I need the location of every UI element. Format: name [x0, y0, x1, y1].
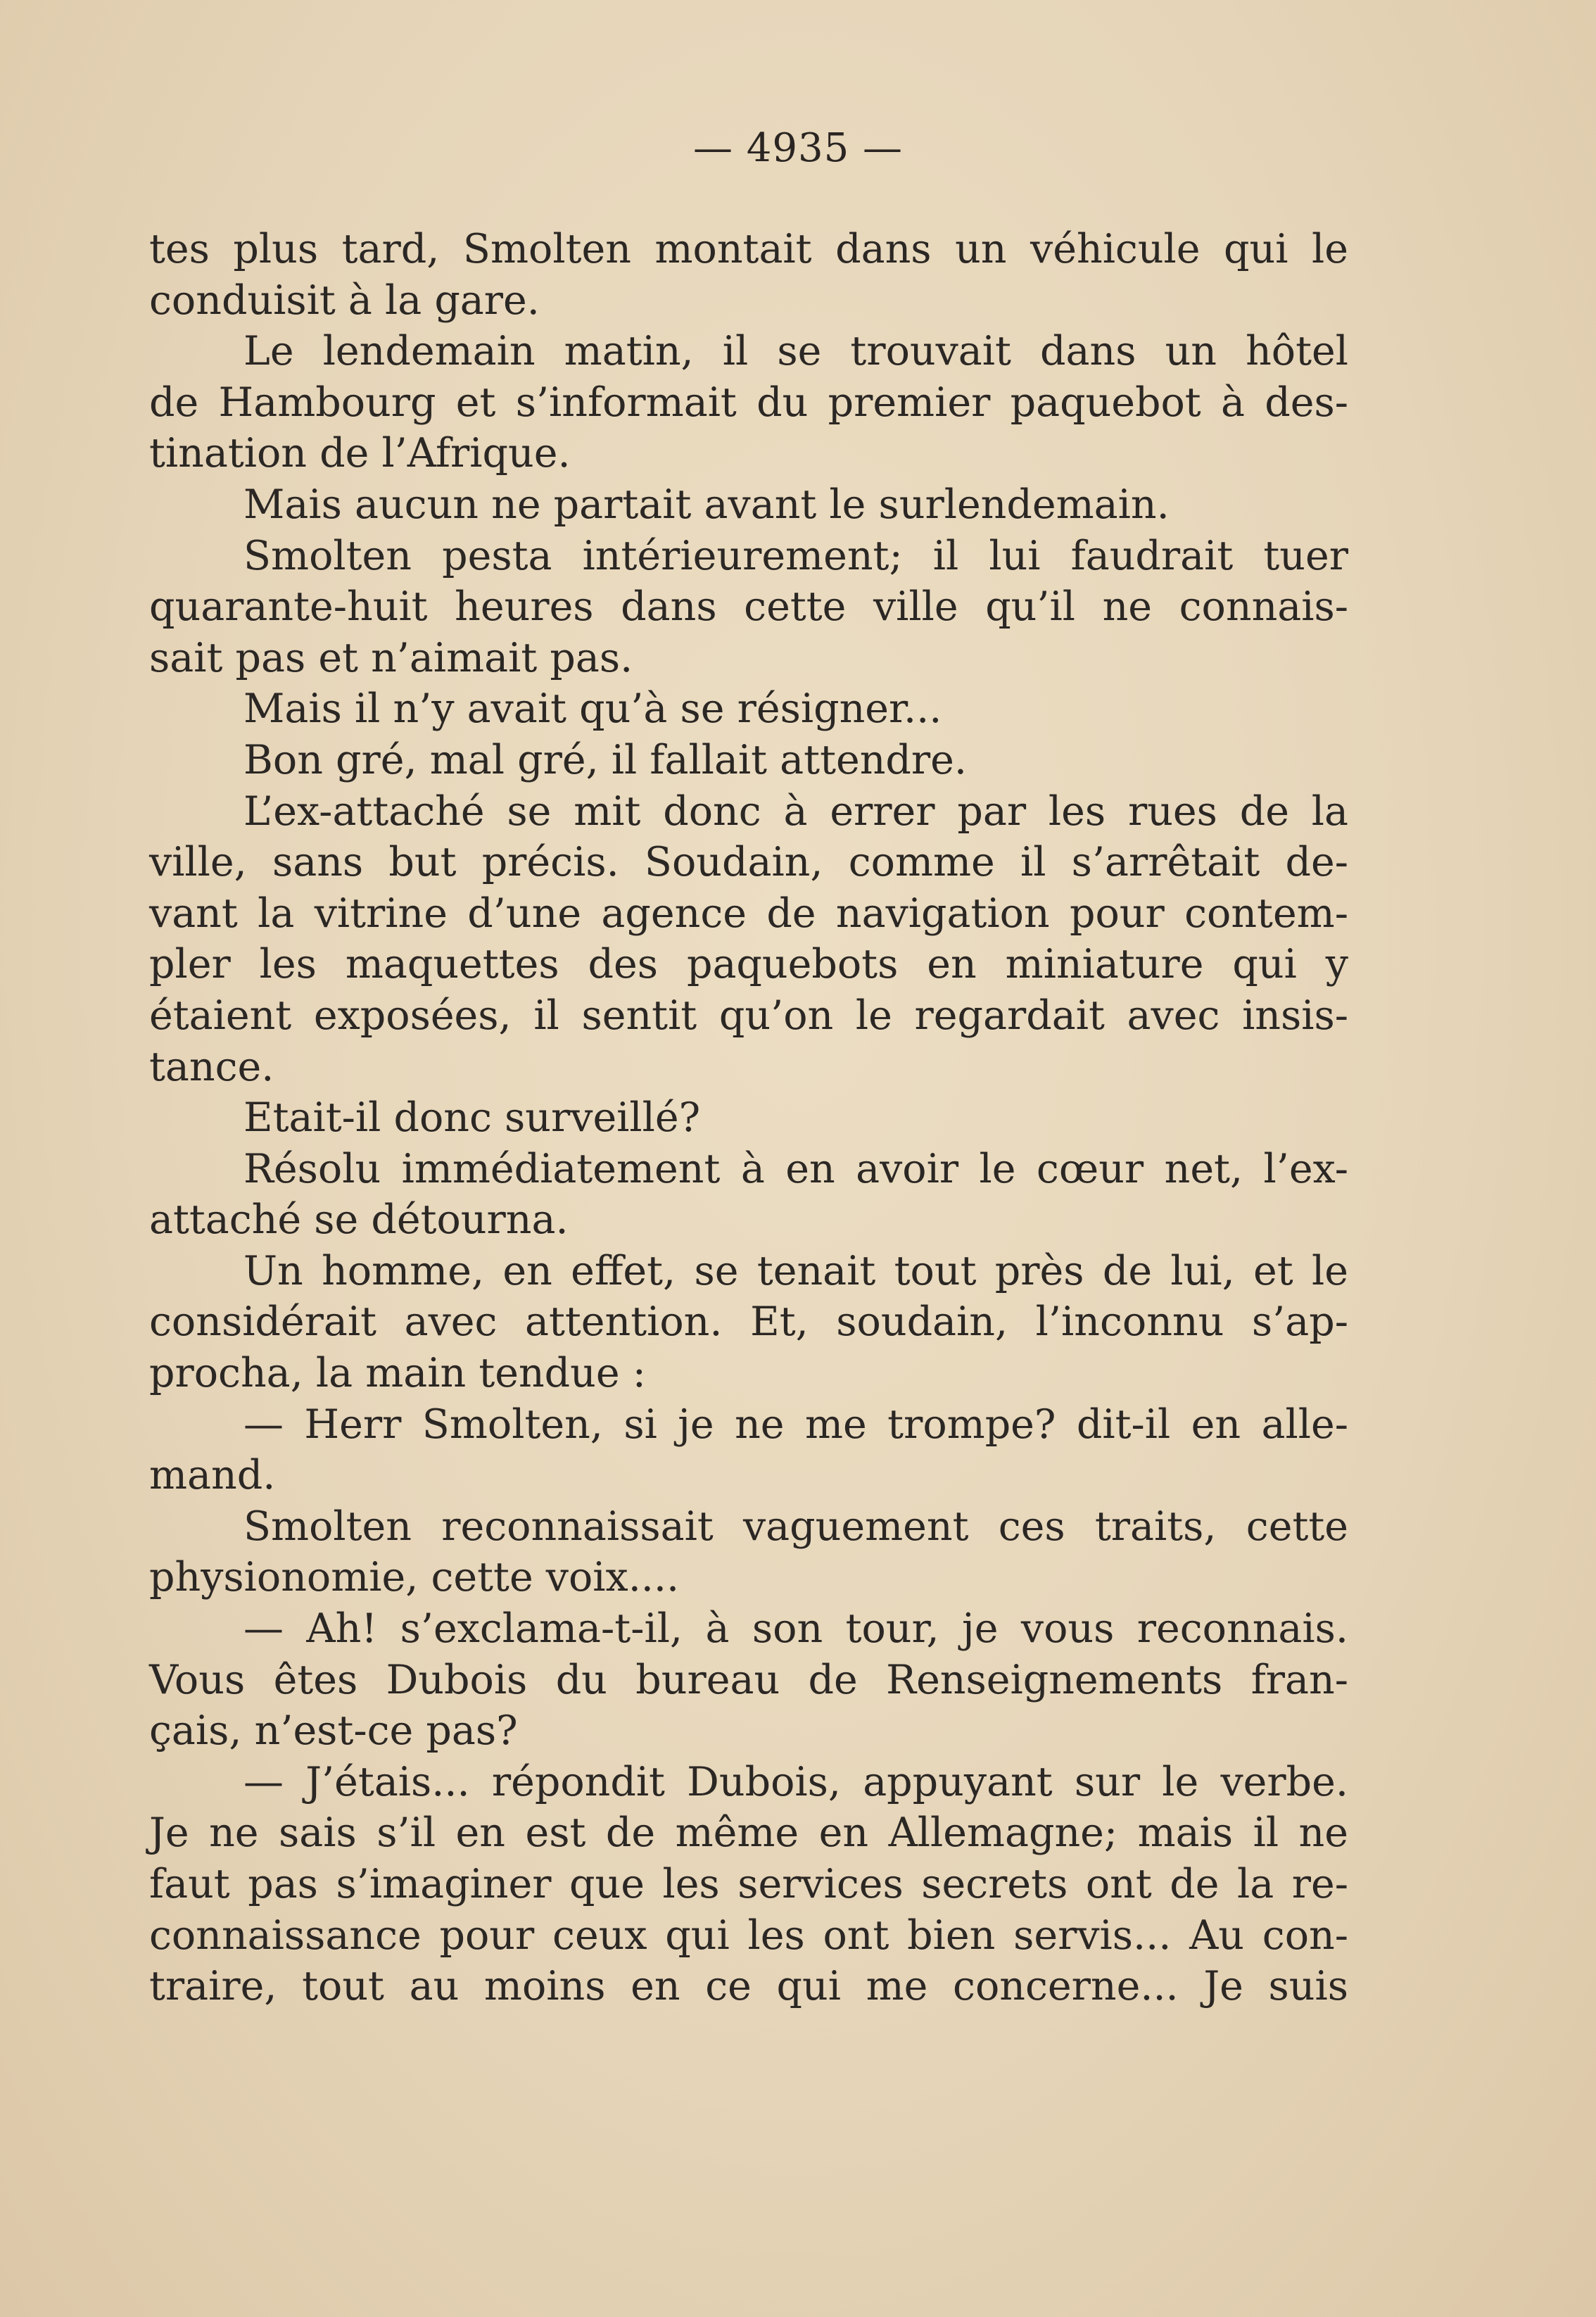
text-line: sait pas et n’aimait pas.	[149, 634, 633, 681]
text-line: — Ah! s’exclama-t-il, à son tour, je vous reconnais.	[243, 1605, 1348, 1653]
text-line: Mais il n’y avait qu’à se résigner...	[243, 686, 942, 733]
text-line: pler les maquettes des paquebots en miniature qui y	[149, 941, 1348, 988]
text-line: conduisit à la gare.	[149, 277, 540, 324]
text-line: Etait-il donc surveillé?	[243, 1094, 701, 1142]
text-line: Je ne sais s’il en est de même en Allemagne; mais il ne	[149, 1810, 1348, 1857]
text-line: Un homme, en effet, se tenait tout près de lui, et le	[243, 1247, 1348, 1294]
text-line: L’ex-attaché se mit donc à errer par les rues de la	[243, 788, 1348, 835]
text-line: faut pas s’imaginer que les services secrets ont de la re-	[149, 1861, 1348, 1907]
body-text	[149, 224, 1348, 2012]
text-line: attaché se détourna.	[149, 1197, 569, 1244]
text-line: quarante-huit heures dans cette ville qu’il ne connais-	[149, 583, 1348, 631]
text-line: mand.	[149, 1452, 276, 1499]
text-line: Résolu immédiatement à en avoir le cœur net, l’ex-	[243, 1145, 1348, 1192]
text-line: Bon gré, mal gré, il fallait attendre.	[243, 736, 968, 783]
text-line: tance.	[149, 1043, 274, 1090]
text-line: Le lendemain matin, il se trouvait dans un hôtel	[243, 328, 1348, 375]
text-line: procha, la main tendue :	[149, 1350, 646, 1397]
text-line: çais, n’est-ce pas?	[149, 1707, 518, 1755]
text-line: considérait avec attention. Et, soudain, l’inconnu s’ap-	[149, 1299, 1348, 1346]
text-line: étaient exposées, il sentit qu’on le regardait avec insis-	[149, 992, 1348, 1039]
text-line: Smolten reconnaissait vaguement ces traits, cette	[243, 1503, 1348, 1550]
text-line: tination de l’Afrique.	[149, 430, 571, 477]
text-line: ville, sans but précis. Soudain, comme il s’arrêtait de-	[149, 839, 1348, 886]
text-line: traire, tout au moins en ce qui me concerne... Je suis	[149, 1963, 1348, 2010]
text-line: physionomie, cette voix....	[149, 1554, 680, 1601]
text-line: Mais aucun ne partait avant le surlendemain.	[243, 481, 1170, 528]
text-line: — J’étais... répondit Dubois, appuyant sur le verbe.	[243, 1758, 1348, 1805]
text-line: vant la vitrine d’une agence de navigation pour contem-	[149, 890, 1348, 937]
page-number: — 4935 —	[692, 125, 904, 171]
text-line: — Herr Smolten, si je ne me trompe? dit-il en alle-	[243, 1401, 1348, 1448]
text-line: Smolten pesta intérieurement; il lui faudrait tuer	[243, 532, 1348, 579]
text-line: tes plus tard, Smolten montait dans un véhicule qui le	[149, 226, 1348, 272]
text-line: Vous êtes Dubois du bureau de Renseignements fran-	[149, 1656, 1348, 1703]
text-line: connaissance pour ceux qui les ont bien servis... Au con-	[149, 1912, 1348, 1959]
text-line: de Hambourg et s’informait du premier paquebot à des-	[149, 379, 1348, 426]
